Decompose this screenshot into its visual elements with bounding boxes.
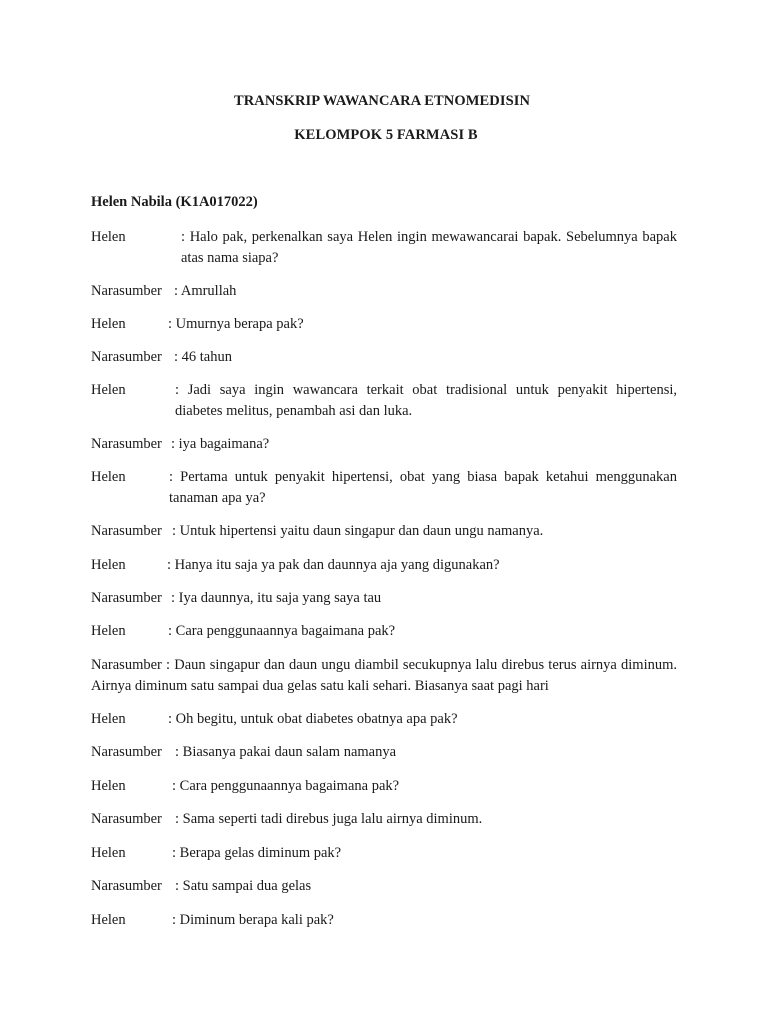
speaker-label: Narasumber [91, 436, 162, 452]
document-title: TRANSKRIP WAWANCARA ETNOMEDISIN [233, 93, 531, 109]
speaker-label: Narasumber [91, 657, 167, 673]
transcript-line [91, 655, 677, 697]
transcript-line [91, 227, 677, 269]
utterance-text: : Daun singapur dan daun ungu diambil secukupnya lalu direbus terus airnya diminum. Airnya diminum satu sampai dua gelas satu kali sehari. Biasanya saat pagi hari [91, 657, 678, 694]
utterance-text: : Hanya itu saja ya pak dan daunnya aja yang digunakan? [167, 557, 500, 573]
speaker-label: Helen [91, 469, 126, 485]
transcript-line [91, 621, 677, 642]
speaker-label: Narasumber [91, 523, 162, 539]
transcript-line [91, 521, 677, 542]
transcript-line [91, 809, 677, 830]
speaker-label: Helen [91, 912, 126, 928]
transcript-line [91, 776, 677, 797]
transcript-line [91, 910, 677, 931]
speaker-label: Helen [91, 778, 126, 794]
utterance-text: : Pertama untuk penyakit hipertensi, obat yang biasa bapak ketahui menggunakan tanaman apa ya? [169, 469, 677, 506]
speaker-label: Helen [91, 229, 126, 245]
transcript-line [91, 434, 677, 455]
speaker-label: Helen [91, 557, 126, 573]
utterance-text: : iya bagaimana? [171, 436, 270, 452]
transcript-line [91, 709, 677, 730]
document-subtitle: KELOMPOK 5 FARMASI B [294, 127, 478, 143]
speaker-label: Narasumber [91, 283, 162, 299]
utterance-text: : Oh begitu, untuk obat diabetes obatnya apa pak? [168, 711, 458, 727]
utterance-text: : Jadi saya ingin wawancara terkait obat tradisional untuk penyakit hipertensi, diabetes melitus, penambah asi dan luka. [175, 382, 677, 419]
speaker-label: Helen [91, 316, 126, 332]
utterance-text: : Umurnya berapa pak? [168, 316, 304, 332]
utterance-text: : Untuk hipertensi yaitu daun singapur dan daun ungu namanya. [172, 523, 544, 539]
transcript-line [91, 314, 677, 335]
transcript-line [91, 347, 677, 368]
utterance-text: : Cara penggunaannya bagaimana pak? [168, 623, 396, 639]
transcript-line [91, 555, 677, 576]
speaker-label: Narasumber [91, 878, 162, 894]
speaker-label: Narasumber [91, 349, 162, 365]
speaker-label: Helen [91, 845, 126, 861]
speaker-label: Narasumber [91, 744, 162, 760]
speaker-label: Helen [91, 711, 126, 727]
speaker-label: Helen [91, 623, 126, 639]
utterance-text: : 46 tahun [174, 349, 232, 365]
speaker-label: Narasumber [91, 590, 162, 606]
utterance-text: : Satu sampai dua gelas [175, 878, 312, 894]
transcript-line [91, 467, 677, 509]
transcript-line [91, 876, 677, 897]
transcript-line [91, 281, 677, 302]
transcript-line [91, 843, 677, 864]
speaker-label: Narasumber [91, 811, 162, 827]
utterance-text: : Diminum berapa kali pak? [172, 912, 334, 928]
interviewer-heading: Helen Nabila (K1A017022) [91, 194, 258, 210]
transcript-line [91, 742, 677, 763]
utterance-text: : Cara penggunaannya bagaimana pak? [172, 778, 400, 794]
transcript-line [91, 380, 677, 422]
utterance-text: : Sama seperti tadi direbus juga lalu airnya diminum. [175, 811, 483, 827]
utterance-text: : Biasanya pakai daun salam namanya [175, 744, 397, 760]
utterance-text: : Halo pak, perkenalkan saya Helen ingin mewawancarai bapak. Sebelumnya bapak atas nama siapa? [181, 229, 677, 266]
transcript-line [91, 588, 677, 609]
utterance-text: : Iya daunnya, itu saja yang saya tau [171, 590, 382, 606]
speaker-label: Helen [91, 382, 126, 398]
utterance-text: : Berapa gelas diminum pak? [172, 845, 342, 861]
utterance-text: : Amrullah [174, 283, 237, 299]
